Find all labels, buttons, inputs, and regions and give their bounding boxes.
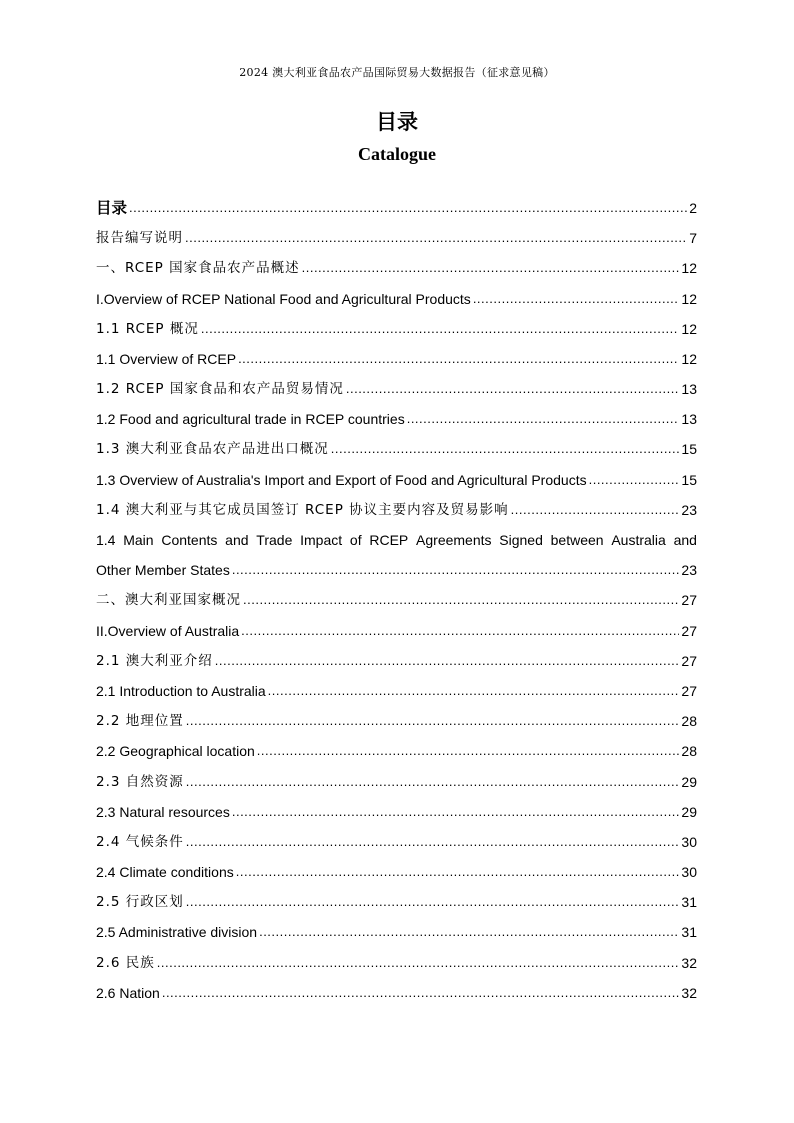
toc-entry-title: 2.6 Nation xyxy=(96,984,160,1001)
toc-entry-title: 1.4 澳大利亚与其它成员国签订 RCEP 协议主要内容及贸易影响 xyxy=(96,501,509,518)
toc-page-number: 13 xyxy=(681,411,697,428)
toc-entry-title: 1.3 Overview of Australia's Import and Export of Food and Agricultural Products xyxy=(96,471,587,488)
toc-entry-2-4-cn[interactable] xyxy=(96,827,697,857)
toc-page-number: 27 xyxy=(681,622,697,639)
toc-word: Signed xyxy=(499,532,543,549)
toc-leader-dots xyxy=(473,284,680,314)
toc-entry-chapter-1-en[interactable] xyxy=(96,284,697,314)
toc-entry-2-2-en[interactable] xyxy=(96,736,697,766)
toc-entry-2-6-en[interactable] xyxy=(96,978,697,1008)
toc-entry-title: 二、澳大利亚国家概况 xyxy=(96,592,241,609)
toc-leader-dots xyxy=(238,344,679,374)
toc-page-number: 29 xyxy=(681,773,697,790)
toc-entry-2-3-en[interactable] xyxy=(96,797,697,827)
toc-entry-title: Other Member States xyxy=(96,562,230,579)
toc-word: of xyxy=(349,532,362,549)
toc-entry-1-2-cn[interactable] xyxy=(96,374,697,404)
toc-word: Contents xyxy=(161,532,218,549)
toc-entry-chapter-2-cn[interactable] xyxy=(96,585,697,615)
toc-page-number: 12 xyxy=(681,260,697,277)
toc-page-number: 23 xyxy=(681,562,697,579)
toc-entry-title: 2.3 自然资源 xyxy=(96,773,184,790)
toc-page-number: 32 xyxy=(681,954,697,971)
toc-entry-2-5-cn[interactable] xyxy=(96,887,697,917)
toc-page-number: 27 xyxy=(681,592,697,609)
toc-entry-title: 1.3 澳大利亚食品农产品进出口概况 xyxy=(96,441,329,458)
toc-entry-2-6-cn[interactable] xyxy=(96,948,697,978)
toc-entry-contents[interactable] xyxy=(96,193,697,223)
toc-entry-title: I.Overview of RCEP National Food and Agricultural Products xyxy=(96,290,471,307)
toc-leader-dots xyxy=(232,797,680,827)
toc-page-number: 31 xyxy=(681,924,697,941)
toc-leader-dots xyxy=(236,857,680,887)
toc-entry-title-line-1 xyxy=(96,525,697,555)
toc-page-number: 30 xyxy=(681,833,697,850)
toc-word: and xyxy=(673,532,697,549)
toc-leader-dots xyxy=(346,374,680,404)
toc-entry-title: II.Overview of Australia xyxy=(96,622,240,639)
toc-entry-title: 1.2 Food and agricultural trade in RCEP countries xyxy=(96,411,405,428)
toc-leader-dots xyxy=(232,555,680,585)
toc-leader-dots xyxy=(186,887,680,917)
toc-entry-chapter-1-cn[interactable] xyxy=(96,253,697,283)
toc-page-number: 23 xyxy=(681,501,697,518)
toc-entry-1-3-cn[interactable] xyxy=(96,435,697,465)
page-subtitle: Catalogue xyxy=(358,144,436,164)
toc-entry-title: 2.2 地理位置 xyxy=(96,713,184,730)
toc-entry-1-1-cn[interactable] xyxy=(96,314,697,344)
toc-page-number: 32 xyxy=(681,984,697,1001)
toc-entry-2-5-en[interactable] xyxy=(96,918,697,948)
toc-page-number: 12 xyxy=(681,320,697,337)
toc-leader-dots xyxy=(186,827,680,857)
page-title: 目录 xyxy=(376,110,418,134)
toc-entry-title: 2.5 行政区划 xyxy=(96,894,184,911)
toc-leader-dots xyxy=(302,253,680,283)
toc-leader-dots xyxy=(185,223,687,253)
toc-entry-title: 一、RCEP 国家食品农产品概述 xyxy=(96,260,300,277)
toc-word: Main xyxy=(123,532,154,549)
toc-leader-dots xyxy=(162,978,680,1008)
toc-entry-1-1-en[interactable] xyxy=(96,344,697,374)
toc-entry-title: 2.6 民族 xyxy=(96,954,155,971)
toc-word: Trade xyxy=(256,532,293,549)
toc-entry-title: 目录 xyxy=(96,198,128,217)
toc-entry-title-line-2 xyxy=(96,555,697,585)
table-of-contents xyxy=(96,193,697,1008)
toc-leader-dots xyxy=(511,495,680,525)
toc-leader-dots xyxy=(331,434,680,464)
toc-page-number: 28 xyxy=(681,713,697,730)
toc-leader-dots xyxy=(186,706,680,736)
toc-leader-dots xyxy=(241,616,679,646)
toc-entry-title: 1.2 RCEP 国家食品和农产品贸易情况 xyxy=(96,381,344,398)
toc-page-number: 27 xyxy=(681,652,697,669)
toc-entry-2-1-en[interactable] xyxy=(96,676,697,706)
toc-leader-dots xyxy=(215,646,680,676)
toc-page-number: 15 xyxy=(681,471,697,488)
toc-leader-dots xyxy=(243,585,679,615)
toc-word: Impact xyxy=(300,532,343,549)
toc-leader-dots xyxy=(259,917,679,947)
toc-leader-dots xyxy=(407,404,680,434)
toc-page-number: 12 xyxy=(681,290,697,307)
toc-leader-dots xyxy=(257,736,680,766)
toc-page-number: 7 xyxy=(689,230,697,247)
toc-page-number: 12 xyxy=(681,350,697,367)
toc-entry-1-4-cn[interactable] xyxy=(96,495,697,525)
toc-entry-title: 2.4 气候条件 xyxy=(96,833,184,850)
toc-entry-1-4-en[interactable] xyxy=(96,525,697,585)
toc-entry-title: 2.2 Geographical location xyxy=(96,743,255,760)
toc-entry-title: 2.1 Introduction to Australia xyxy=(96,682,266,699)
toc-entry-2-3-cn[interactable] xyxy=(96,767,697,797)
toc-entry-1-3-en[interactable] xyxy=(96,465,697,495)
toc-entry-1-2-en[interactable] xyxy=(96,404,697,434)
toc-entry-title: 2.3 Natural resources xyxy=(96,803,230,820)
toc-entry-report-notes[interactable] xyxy=(96,223,697,253)
toc-leader-dots xyxy=(129,193,687,223)
toc-leader-dots xyxy=(589,465,680,495)
toc-word: between xyxy=(550,532,604,549)
toc-leader-dots xyxy=(268,676,680,706)
toc-page-number: 31 xyxy=(681,894,697,911)
running-header: 2024 澳大利亚食品农产品国际贸易大数据报告（征求意见稿） xyxy=(239,66,555,79)
toc-word: and xyxy=(225,532,249,549)
toc-leader-dots xyxy=(201,314,680,344)
toc-entry-title: 报告编写说明 xyxy=(96,230,183,247)
toc-page-number: 13 xyxy=(681,381,697,398)
toc-entry-2-1-cn[interactable] xyxy=(96,646,697,676)
toc-word: Australia xyxy=(611,532,666,549)
toc-entry-chapter-2-en[interactable] xyxy=(96,616,697,646)
toc-leader-dots xyxy=(157,948,680,978)
toc-entry-2-4-en[interactable] xyxy=(96,857,697,887)
toc-word: RCEP xyxy=(369,532,409,549)
toc-page-number: 27 xyxy=(681,682,697,699)
toc-page-number: 2 xyxy=(689,199,697,216)
toc-entry-title: 1.1 RCEP 概况 xyxy=(96,320,199,337)
toc-page-number: 30 xyxy=(681,864,697,881)
toc-page-number: 15 xyxy=(681,441,697,458)
toc-page-number: 28 xyxy=(681,743,697,760)
toc-word: Agreements xyxy=(416,532,492,549)
toc-word: 1.4 xyxy=(96,532,116,549)
toc-leader-dots xyxy=(186,767,680,797)
toc-entry-title: 1.1 Overview of RCEP xyxy=(96,350,237,367)
toc-page-number: 29 xyxy=(681,803,697,820)
toc-entry-title: 2.4 Climate conditions xyxy=(96,864,234,881)
toc-entry-2-2-cn[interactable] xyxy=(96,706,697,736)
toc-entry-title: 2.1 澳大利亚介绍 xyxy=(96,652,213,669)
toc-entry-title: 2.5 Administrative division xyxy=(96,924,258,941)
